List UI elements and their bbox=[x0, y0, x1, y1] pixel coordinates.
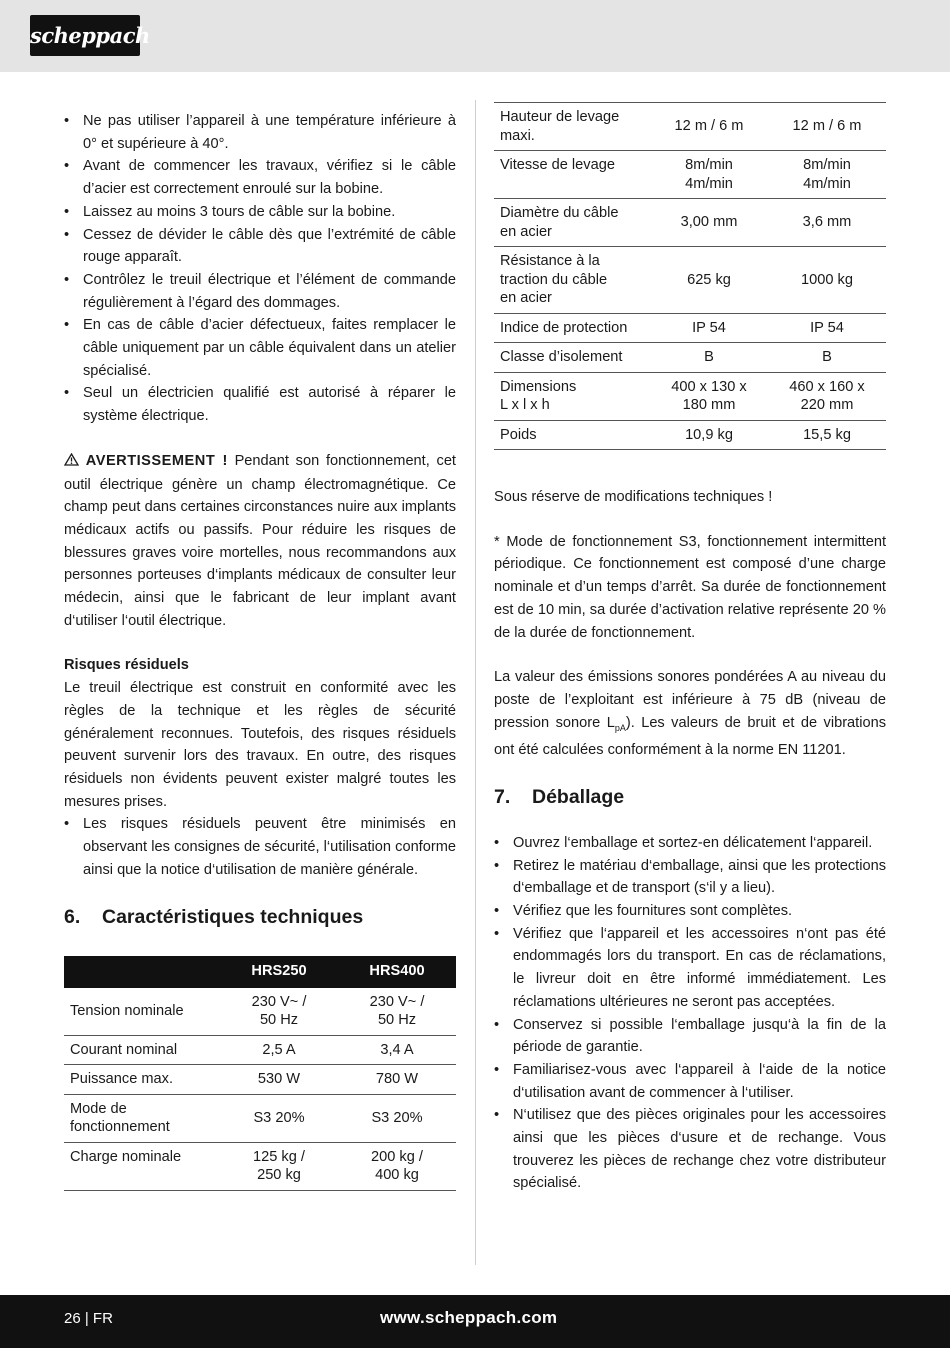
row-label-cell: Résistance à la traction du câble en acier bbox=[494, 247, 650, 314]
value-cell: B bbox=[768, 343, 886, 373]
list-item: • Laissez au moins 3 tours de câble sur la bobine. bbox=[64, 201, 456, 224]
row-label-cell: Puissance max. bbox=[64, 1065, 220, 1095]
value-cell: 2,5 A bbox=[220, 1035, 338, 1065]
value-cell: B bbox=[650, 343, 768, 373]
table-row bbox=[64, 988, 456, 1036]
table-header-cell: HRS400 bbox=[338, 956, 456, 988]
right-column bbox=[494, 102, 886, 1195]
row-label-cell: Dimensions L x l x h bbox=[494, 372, 650, 420]
row-label-cell: Diamètre du câble en acier bbox=[494, 199, 650, 247]
residual-bullet-list bbox=[64, 813, 456, 881]
list-item: • Conservez si possible l‘emballage jusqu‘à la fin de la période de garantie. bbox=[494, 1014, 886, 1059]
value-cell: 125 kg / 250 kg bbox=[220, 1142, 338, 1190]
header-bar bbox=[0, 0, 950, 72]
row-label-cell: Classe d’isolement bbox=[494, 343, 650, 373]
column-divider bbox=[475, 100, 476, 1265]
table-row bbox=[494, 151, 886, 199]
row-label-cell: Poids bbox=[494, 420, 650, 450]
noise-text-end: ). Les valeurs de bruit et de vibrations ont été calculées conformément à la norme EN 11201. bbox=[494, 714, 886, 759]
value-cell: 200 kg / 400 kg bbox=[338, 1142, 456, 1190]
row-label-cell: Tension nominale bbox=[64, 988, 220, 1036]
value-cell: S3 20% bbox=[338, 1094, 456, 1142]
section-6-heading bbox=[64, 904, 456, 930]
section-title: Caractéristiques techniques bbox=[102, 905, 364, 928]
row-label-cell: Hauteur de levage maxi. bbox=[494, 103, 650, 151]
value-cell: 10,9 kg bbox=[650, 420, 768, 450]
noise-subscript: pA bbox=[614, 722, 626, 733]
table-row bbox=[494, 103, 886, 151]
spec-table-1 bbox=[64, 956, 456, 1191]
list-item: • Cessez de dévider le câble dès que l’extrémité de câble rouge apparaît. bbox=[64, 224, 456, 269]
warning-text: Pendant son fonctionnement, cet outil électrique génère un champ électromagnétique. Ce champ peut dans certaines circonstances nuire aux implants médicaux actifs ou passifs. Pour réduire les risques de blessures graves voire mortelles, nous recommandons aux personnes porteuses d‘implants médicaux de consulter leur médecin, ainsi que le fabricant de leur implant avant d‘utiliser l‘outil électrique. bbox=[64, 452, 456, 629]
value-cell: S3 20% bbox=[220, 1094, 338, 1142]
list-item: • Ouvrez l‘emballage et sortez-en délicatement l‘appareil. bbox=[494, 832, 886, 855]
value-cell: IP 54 bbox=[768, 313, 886, 343]
scheppach-logo: scheppach bbox=[30, 15, 140, 56]
table-row bbox=[494, 199, 886, 247]
table-row bbox=[64, 1065, 456, 1095]
value-cell: 400 x 130 x 180 mm bbox=[650, 372, 768, 420]
warning-title: AVERTISSEMENT ! bbox=[85, 452, 228, 469]
value-cell: 3,4 A bbox=[338, 1035, 456, 1065]
value-cell: 1000 kg bbox=[768, 247, 886, 314]
table-row bbox=[494, 247, 886, 314]
row-label-cell: Vitesse de levage bbox=[494, 151, 650, 199]
table-header-cell: HRS250 bbox=[220, 956, 338, 988]
value-cell: 12 m / 6 m bbox=[650, 103, 768, 151]
table-header-cell bbox=[64, 956, 220, 988]
value-cell: 625 kg bbox=[650, 247, 768, 314]
value-cell: 8m/min 4m/min bbox=[650, 151, 768, 199]
list-item: • Familiarisez-vous avec l‘appareil à l‘aide de la notice d‘utilisation avant de commencer à l‘utiliser. bbox=[494, 1059, 886, 1104]
table-row bbox=[64, 1142, 456, 1190]
spec-table-2 bbox=[494, 102, 886, 450]
list-item: • Seul un électricien qualifié est autorisé à réparer le système électrique. bbox=[64, 382, 456, 427]
list-item: • Contrôlez le treuil électrique et l’élément de commande régulièrement à l’égard des dommages. bbox=[64, 269, 456, 314]
value-cell: 12 m / 6 m bbox=[768, 103, 886, 151]
table-row bbox=[494, 372, 886, 420]
left-column bbox=[64, 110, 456, 1191]
value-cell: 230 V~ / 50 Hz bbox=[338, 988, 456, 1036]
page-number: 26 | FR bbox=[64, 1310, 113, 1327]
section-7-heading bbox=[494, 784, 886, 810]
footer-bar bbox=[0, 1295, 950, 1348]
warning-paragraph bbox=[64, 450, 456, 633]
value-cell: 8m/min 4m/min bbox=[768, 151, 886, 199]
row-label-cell: Mode de fonctionnement bbox=[64, 1094, 220, 1142]
value-cell: 530 W bbox=[220, 1065, 338, 1095]
reserve-note: Sous réserve de modifications techniques ! bbox=[494, 489, 773, 505]
table-row bbox=[64, 1094, 456, 1142]
list-item: • Les risques résiduels peuvent être minimisés en observant les consignes de sécurité, l‘utilisation conforme ainsi que la notice d‘utilisation de manière générale. bbox=[64, 813, 456, 881]
spec-table-1-body bbox=[64, 988, 456, 1191]
noise-paragraph bbox=[494, 666, 886, 762]
residual-risks-text: Le treuil électrique est construit en conformité avec les règles de la technique et les règles de sécurité généralement reconnues. Toutefois, des risques résiduels peuvent survenir lors des travaux. En outre, des risques résiduels non évidents peuvent exister malgré toutes les mesures prises. bbox=[64, 680, 456, 810]
table-header-row bbox=[64, 956, 456, 988]
value-cell: 3,6 mm bbox=[768, 199, 886, 247]
value-cell: 780 W bbox=[338, 1065, 456, 1095]
list-item: • Vérifiez que les fournitures sont complètes. bbox=[494, 900, 886, 923]
list-item: • Avant de commencer les travaux, vérifiez si le câble d’acier est correctement enroulé sur la bobine. bbox=[64, 155, 456, 200]
noise-text: La valeur des émissions sonores pondérées A au niveau du poste de l’exploitant est inférieure à 75 dB (niveau de pression sonore L bbox=[494, 669, 886, 731]
unpacking-bullet-list bbox=[494, 832, 886, 1195]
table-row bbox=[494, 420, 886, 450]
row-label-cell: Courant nominal bbox=[64, 1035, 220, 1065]
operating-mode-note: * Mode de fonctionnement S3, fonctionnement intermittent périodique. Ce fonctionnement est composé d’une charge nominale et d’un temps d’arrêt. Sa durée de fonctionnement est de 10 min, sa durée d’activation relative représente 20 % de la durée de fonctionnement. bbox=[494, 533, 886, 641]
value-cell: 15,5 kg bbox=[768, 420, 886, 450]
list-item: • Ne pas utiliser l’appareil à une température inférieure à 0° et supérieure à 40°. bbox=[64, 110, 456, 155]
row-label-cell: Indice de protection bbox=[494, 313, 650, 343]
residual-risks-heading: Risques résiduels bbox=[64, 657, 189, 674]
value-cell: IP 54 bbox=[650, 313, 768, 343]
row-label-cell: Charge nominale bbox=[64, 1142, 220, 1190]
safety-bullet-list bbox=[64, 110, 456, 428]
list-item: • En cas de câble d’acier défectueux, faites remplacer le câble uniquement par un câble équivalent dans un atelier spécialisé. bbox=[64, 314, 456, 382]
list-item: • Vérifiez que l‘appareil et les accessoires n‘ont pas été endommagés lors du transport. En cas de réclamations, le livreur doit en être informé immédiatement. Les réclamations ultérieures ne seront pas acceptées. bbox=[494, 923, 886, 1014]
table-row bbox=[494, 313, 886, 343]
list-item: • Retirez le matériau d‘emballage, ainsi que les protections d‘emballage et de transport (s‘il y a lieu). bbox=[494, 855, 886, 900]
warning-triangle-icon bbox=[64, 451, 79, 474]
table-row bbox=[494, 343, 886, 373]
spec-table-2-body bbox=[494, 103, 886, 450]
value-cell: 230 V~ / 50 Hz bbox=[220, 988, 338, 1036]
section-number: 7. bbox=[494, 785, 511, 808]
website-url: www.scheppach.com bbox=[380, 1308, 558, 1327]
section-number: 6. bbox=[64, 905, 81, 928]
value-cell: 3,00 mm bbox=[650, 199, 768, 247]
table-row bbox=[64, 1035, 456, 1065]
section-title: Déballage bbox=[532, 785, 625, 808]
value-cell: 460 x 160 x 220 mm bbox=[768, 372, 886, 420]
list-item: • N‘utilisez que des pièces originales pour les accessoires ainsi que les pièces d‘usure et de rechange. Vous trouverez les pièces de rechange chez votre distributeur spécialisé. bbox=[494, 1104, 886, 1195]
